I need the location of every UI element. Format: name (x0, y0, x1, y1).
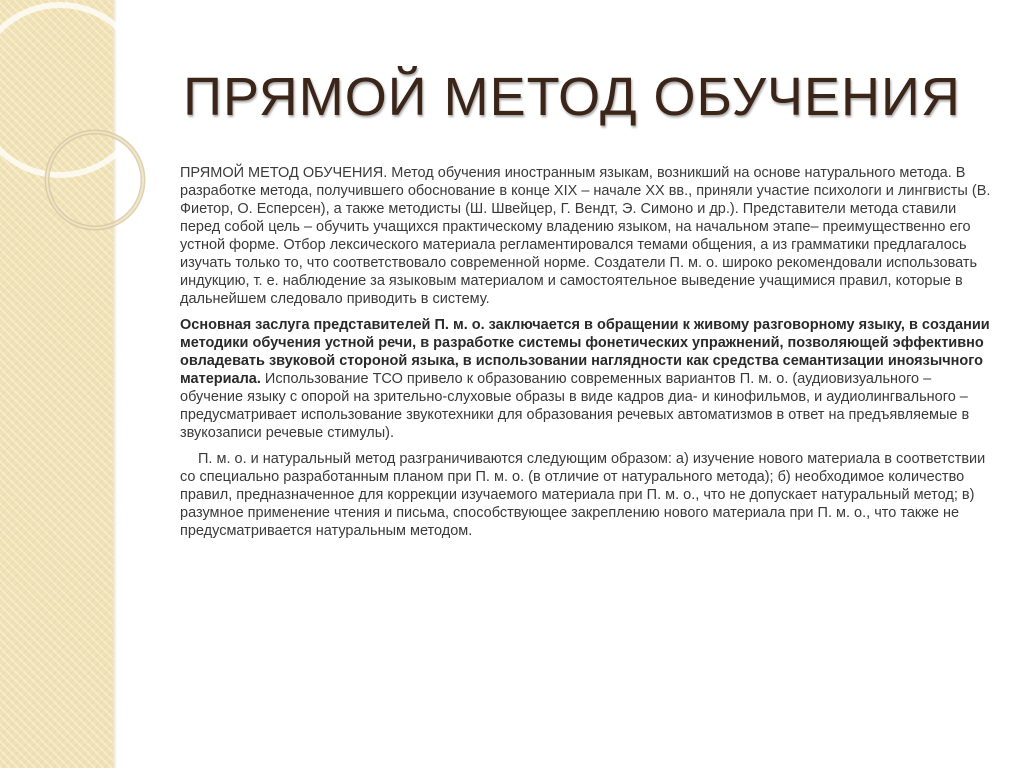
paragraph-comparison: П. м. о. и натуральный метод разграничиваются следующим образом: а) изучение нового материала в соответствии со специально разработанным планом при П. м. о. (в отличие от натурального метода); б) необходимое количество правил, предназначенное для коррекции изучаемого материала при П. м. о., что не допускает натуральный метод; в) разумное применение чтения и письма, способствующее закреплению нового материала при П. м. о., что также не предусматривается натуральным методом. (180, 451, 986, 539)
decorative-circle-small-highlight (47, 132, 143, 228)
merits-bold-text: Основная заслуга представителей П. м. о. заключается в обращении к живому разговорному языку, в создании методики обучения устной речи, в разработке системы фонетических упражнений, позволяющей эффективно овладевать звуковой стороной языка, в использовании наглядности как средства семантизации иноязычного материала. (180, 317, 990, 387)
slide-content (180, 164, 992, 548)
slide-title: ПРЯМОЙ МЕТОД ОБУЧЕНИЯ (183, 67, 961, 127)
decorative-circles (0, 0, 200, 330)
merits-text: Использование ТСО привело к образованию современных вариантов П. м. о. (аудиовизуального – обучение языку с опорой на зрительно-слуховые образы в виде кадров диа- и кинофильмов, и аудиолингвального – предусматривает использование звукотехники для образования речевых автоматизмов в ответ на предъявляемые в звукозаписи речевые стимулы). (180, 371, 970, 441)
paragraph-merits (180, 316, 992, 442)
paragraph-definition: ПРЯМОЙ МЕТОД ОБУЧЕНИЯ. Метод обучения иностранным языкам, возникший на основе натурального метода. В разработке метода, получившего обоснование в конце XIX – начале XX вв., приняли участие психологи и лингвисты (В. Фиетор, О. Есперсен), а также методисты (Ш. Швейцер, Г. Вендт, Э. Симоно и др.). Представители метода ставили перед собой цель – обучить учащихся практическому владению языком, на начальном этапе– преимущественно его устной форме. Отбор лексического материала регламентировался темами общения, а из грамматики предлагалось изучать только то, что соответствовало современной норме. Создатели П. м. о. широко рекомендовали использовать индукцию, т. е. наблюдение за языковым материалом и самостоятельное выведение учащимися правил, которые в дальнейшем следовало приводить в систему. (180, 165, 991, 307)
